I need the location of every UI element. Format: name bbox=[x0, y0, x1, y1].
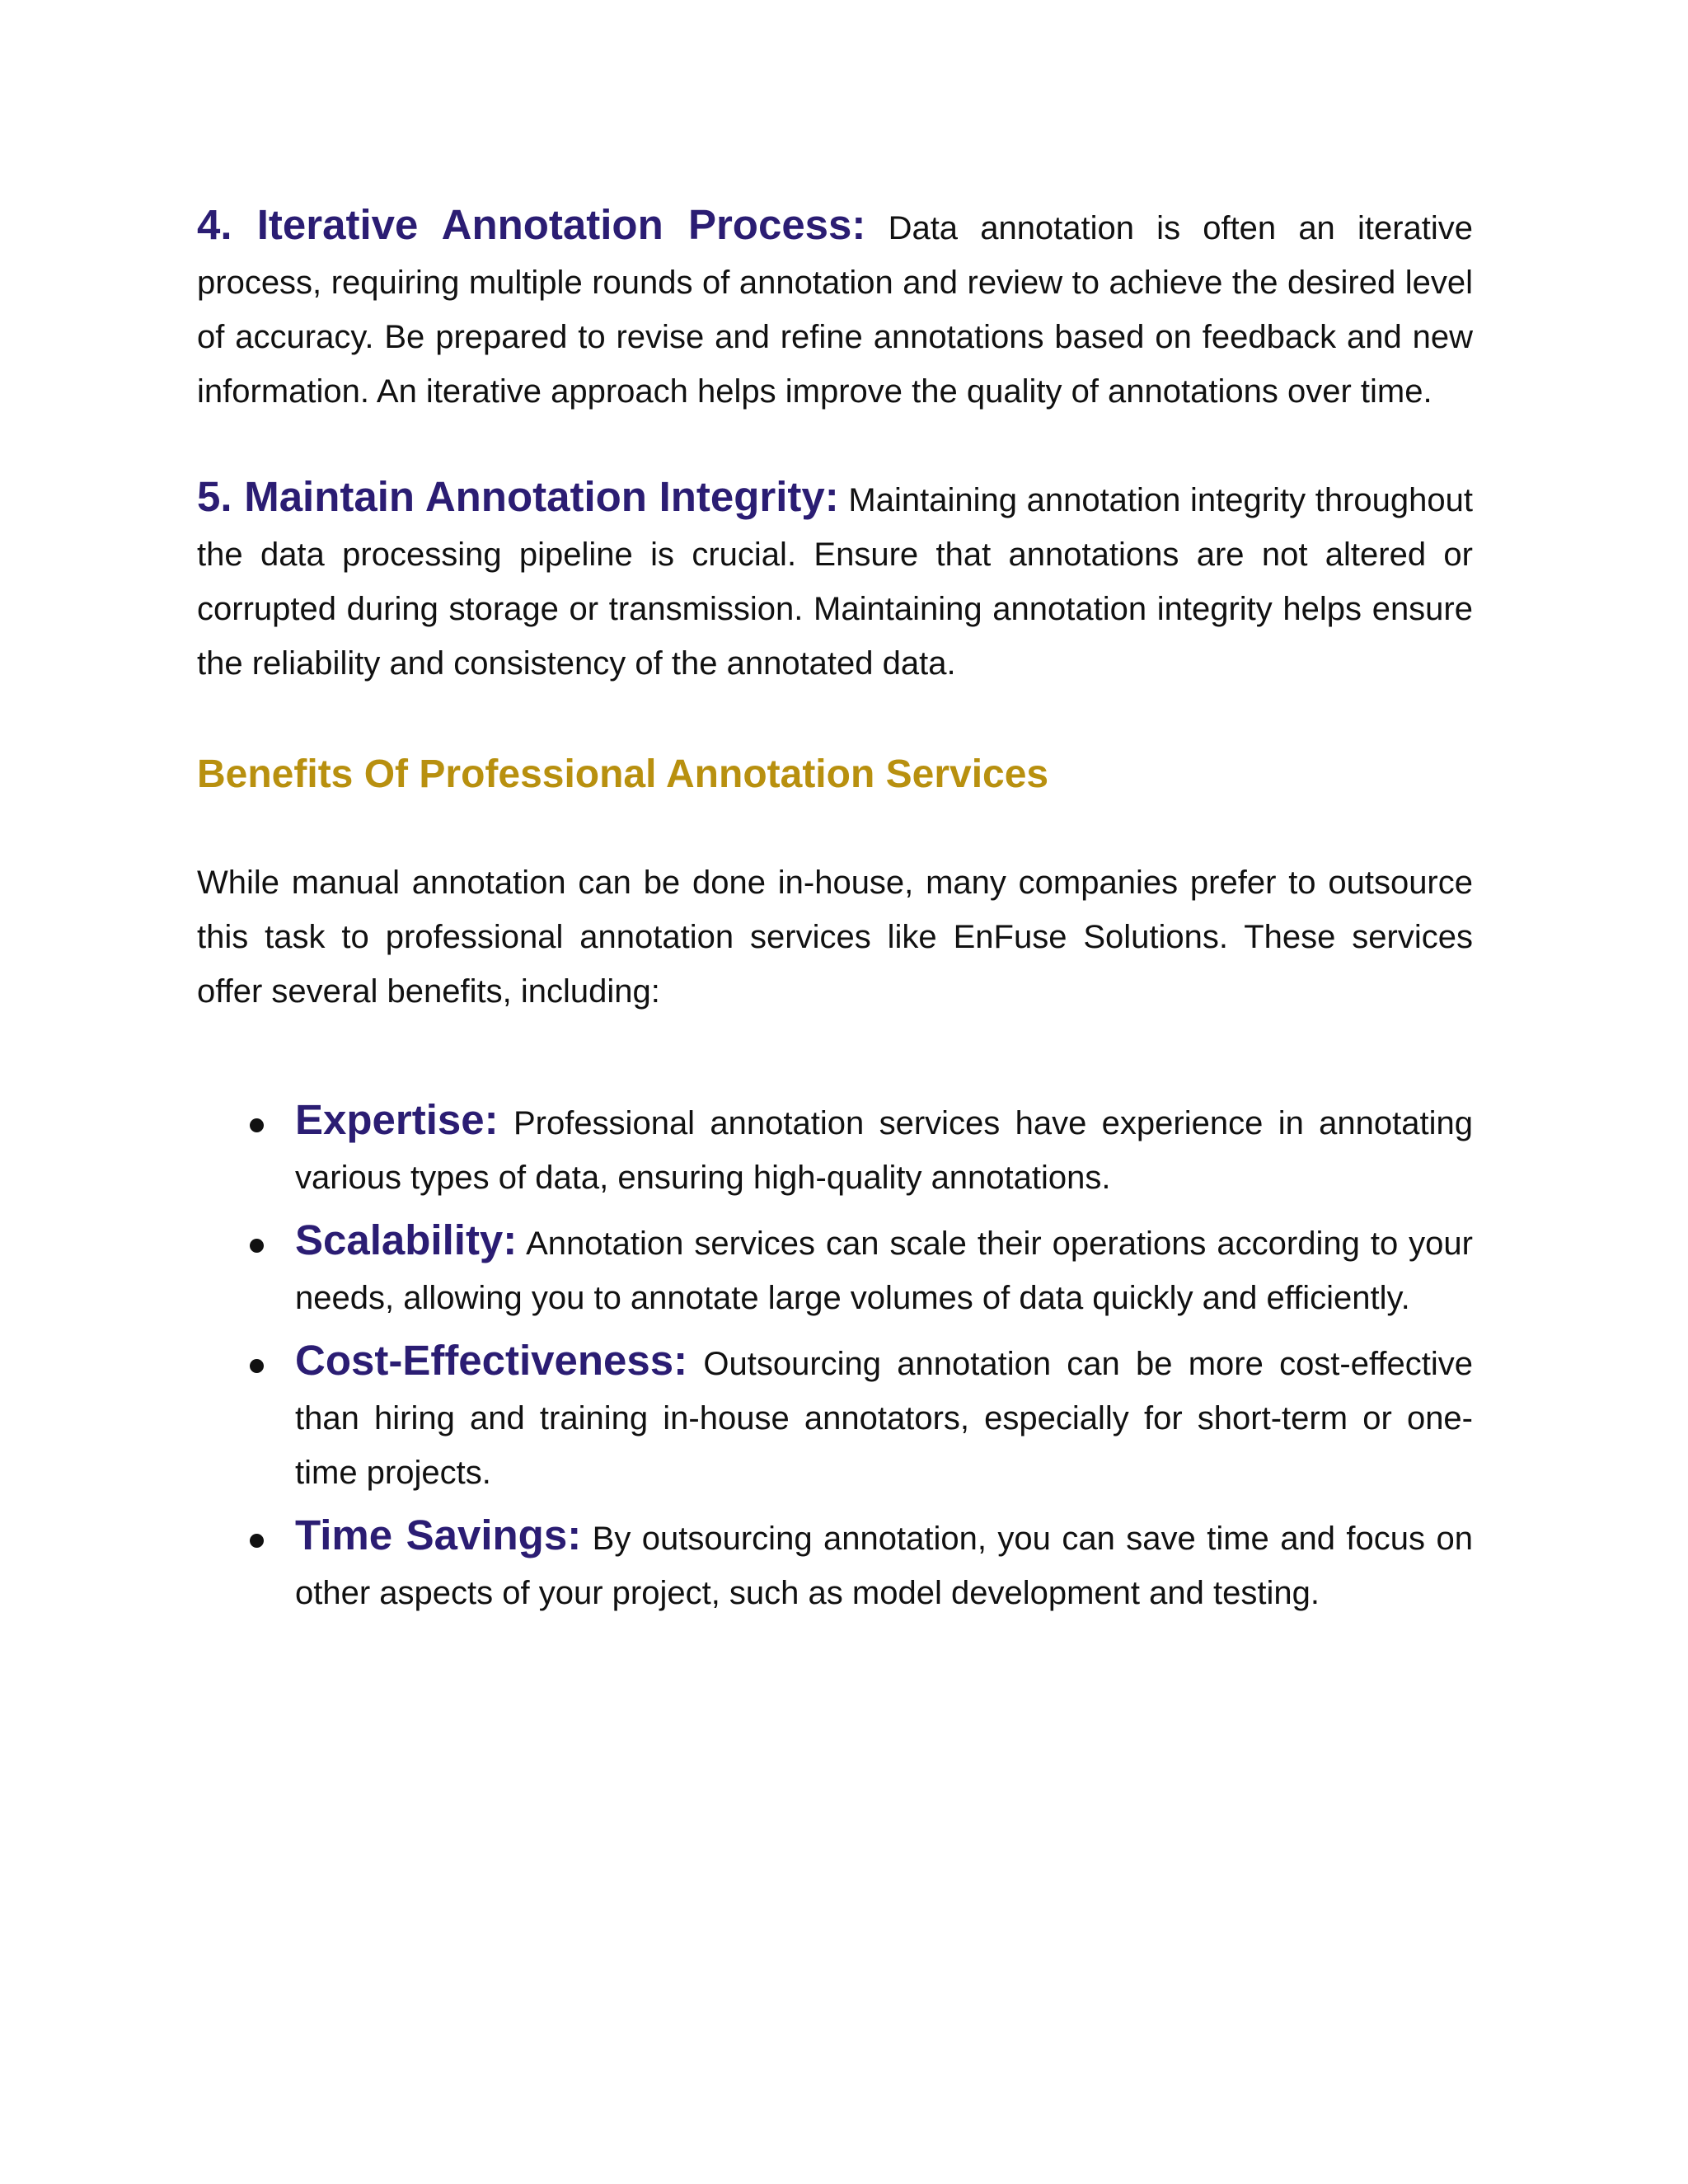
heading-annotation-integrity: 5. Maintain Annotation Integrity: bbox=[197, 473, 839, 520]
benefits-intro: While manual annotation can be done in-house, many companies prefer to outsource this task to professional annotation services like EnFuse Solutions. These services offer several benefits, including: bbox=[197, 865, 1473, 1010]
bullet-icon bbox=[250, 1534, 264, 1548]
section-title-benefits: Benefits Of Professional Annotation Services bbox=[197, 752, 1049, 796]
list-item-scalability bbox=[197, 1213, 1473, 1325]
benefit-text: By outsourcing annotation, you can save time and focus on other aspects of your project, such as model development and testing. bbox=[295, 1521, 1473, 1611]
benefit-label: Scalability: bbox=[295, 1216, 518, 1263]
spacer bbox=[197, 419, 1473, 470]
spacer bbox=[197, 691, 1473, 750]
paragraph-annotation-integrity bbox=[197, 470, 1473, 691]
document-page bbox=[197, 198, 1473, 1629]
benefits-list bbox=[197, 1093, 1473, 1620]
bullet-icon bbox=[250, 1118, 264, 1132]
list-item-cost-effectiveness bbox=[197, 1333, 1473, 1500]
list-item-expertise bbox=[197, 1093, 1473, 1205]
benefit-label: Time Savings: bbox=[295, 1511, 582, 1558]
heading-iterative-annotation: 4. Iterative Annotation Process: bbox=[197, 201, 866, 248]
text-iterative-annotation: Data annotation is often an iterative process, requiring multiple rounds of annotation and review to achieve the desired level of accuracy. Be prepared to revise and refine annotations based on feedback and new information. An iterative approach helps improve the quality of annotations over time. bbox=[197, 210, 1474, 410]
paragraph-iterative-annotation bbox=[197, 198, 1473, 419]
spacer bbox=[197, 799, 1473, 855]
spacer bbox=[197, 1019, 1473, 1093]
list-item-time-savings bbox=[197, 1508, 1473, 1620]
benefit-text: Annotation services can scale their operations according to your needs, allowing you to annotate large volumes of data quickly and efficiently. bbox=[295, 1226, 1473, 1316]
bullet-icon bbox=[250, 1359, 264, 1373]
text-annotation-integrity: Maintaining annotation integrity throughout the data processing pipeline is crucial. Ensure that annotations are not altered or corrupted during storage or transmission. Maintaining annotation integrity helps ensure the reliability and consistency of the annotated data. bbox=[197, 482, 1473, 682]
benefit-label: Cost-Effectiveness: bbox=[295, 1337, 688, 1384]
benefit-text: Professional annotation services have experience in annotating various types of data, ensuring high-quality annotations. bbox=[295, 1105, 1473, 1196]
bullet-icon bbox=[250, 1239, 264, 1253]
benefit-text: Outsourcing annotation can be more cost-effective than hiring and training in-house annotators, especially for short-term or one-time projects. bbox=[295, 1346, 1473, 1491]
benefit-label: Expertise: bbox=[295, 1096, 499, 1143]
